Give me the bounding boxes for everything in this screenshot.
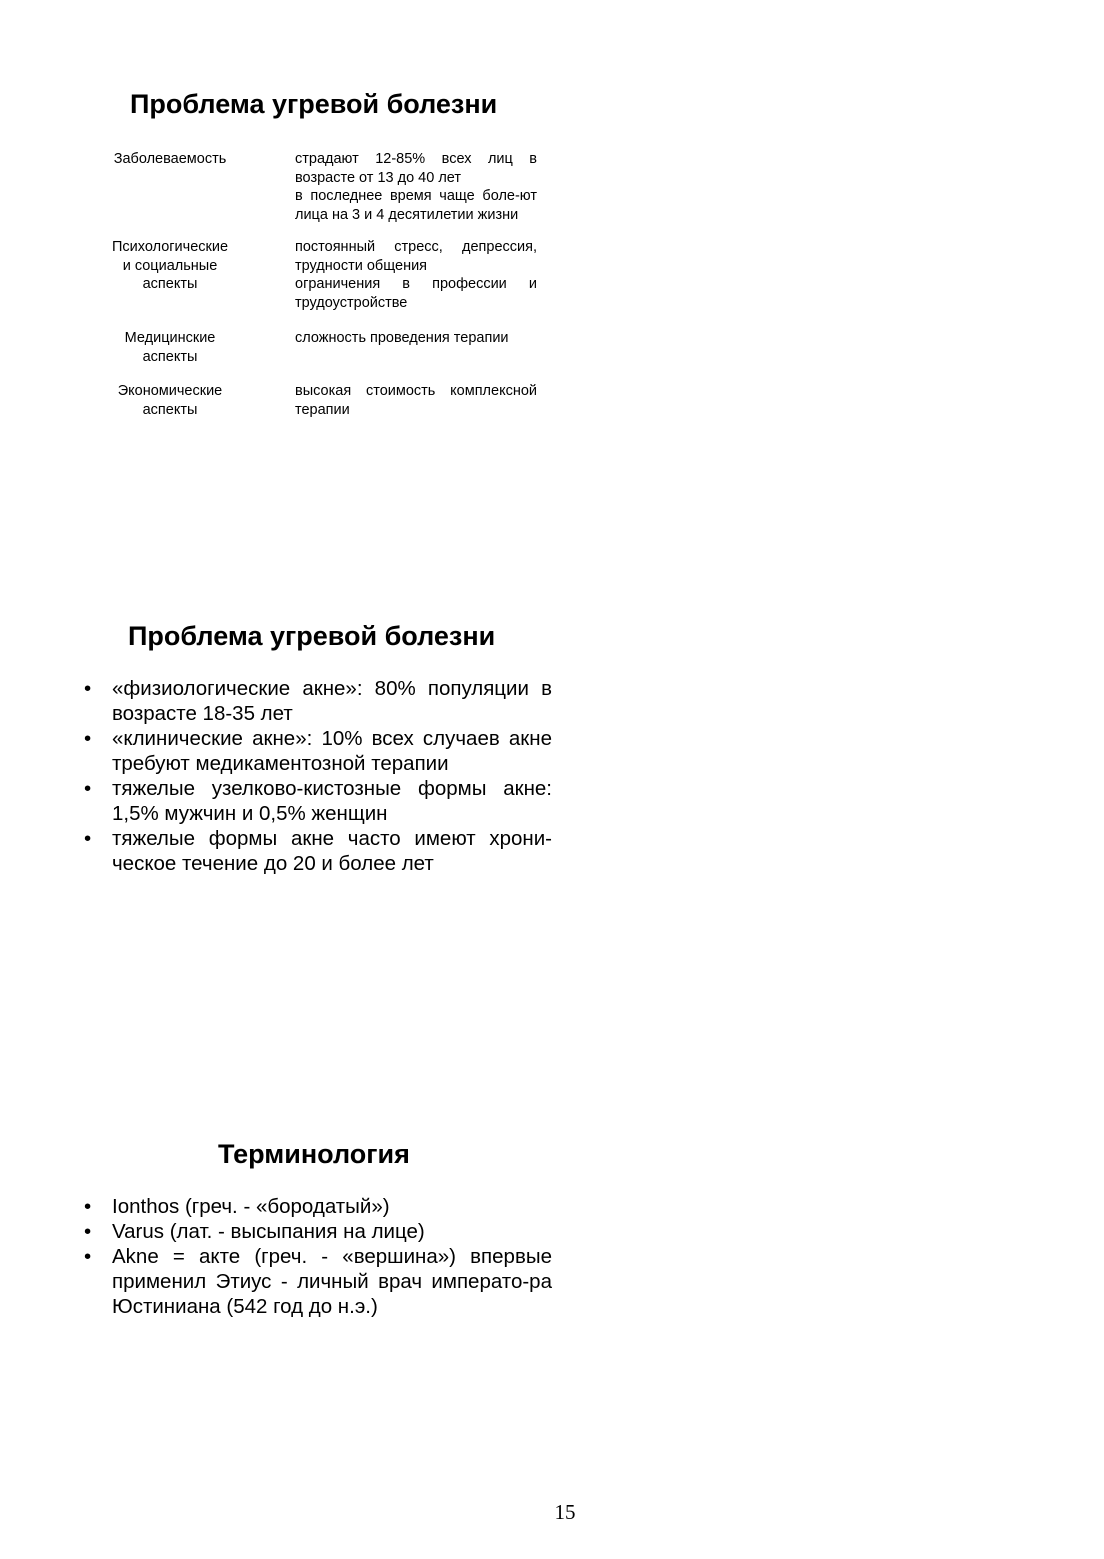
- list-item: [84, 1244, 552, 1319]
- table-row: [100, 329, 545, 366]
- terminology-list: [84, 1194, 552, 1319]
- bullet-icon: •: [84, 777, 92, 800]
- bullet-icon: •: [84, 1245, 92, 1268]
- list-item-text: Akne = акте (греч. - «вершина») впервые применил Этиус - личный врач императо-ра Юстиниана (542 год до н.э.): [112, 1245, 552, 1318]
- value-line: страдают 12-85% всех лиц в возрасте от 13 до 40 лет: [295, 151, 537, 186]
- value-line: ограничения в профессии и трудоустройстве: [295, 276, 537, 311]
- value-line: сложность проведения терапии: [295, 330, 509, 346]
- list-item-text: тяжелые узелково-кистозные формы акне: 1,5% мужчин и 0,5% женщин: [112, 777, 552, 825]
- list-item: [84, 776, 552, 826]
- acne-stats-list: [84, 676, 552, 876]
- list-item-text: «клинические акне»: 10% всех случаев акне требуют медикаментозной терапии: [112, 727, 552, 775]
- row-label: Психологические и социальные аспекты: [111, 239, 229, 292]
- row-value: [295, 150, 537, 224]
- row-label: Заболеваемость: [113, 151, 227, 167]
- list-item: [84, 726, 552, 776]
- bullet-icon: •: [84, 677, 92, 700]
- row-label: Медицинские аспекты: [124, 330, 216, 365]
- row-value: [295, 329, 537, 348]
- section-title-problem: Проблема угревой болезни: [130, 89, 498, 119]
- bullet-icon: •: [84, 827, 92, 850]
- row-label: Экономические аспекты: [117, 383, 223, 418]
- bullet-icon: •: [84, 1195, 92, 1218]
- section-title-problem-stats: Проблема угревой болезни: [128, 621, 496, 651]
- value-line: в последнее время чаще боле-ют лица на 3 и 4 десятилетии жизни: [295, 188, 537, 223]
- list-item: [84, 1219, 552, 1244]
- page-number: 15: [554, 1500, 576, 1524]
- row-value: [295, 238, 537, 312]
- section-title-terminology: Терминология: [218, 1139, 410, 1169]
- value-line: высокая стоимость комплексной терапии: [295, 383, 537, 418]
- list-item: [84, 826, 552, 876]
- table-row: [100, 382, 545, 419]
- bullet-icon: •: [84, 727, 92, 750]
- aspects-table: [100, 150, 545, 419]
- list-item-text: Ionthos (греч. - «бородатый»): [112, 1195, 390, 1218]
- list-item: [84, 1194, 552, 1219]
- list-item: [84, 676, 552, 726]
- value-line: постоянный стресс, депрессия, трудности общения: [295, 239, 537, 274]
- list-item-text: Varus (лат. - высыпания на лице): [112, 1220, 425, 1243]
- row-value: [295, 382, 537, 419]
- table-row: [100, 238, 545, 312]
- table-row: [100, 150, 545, 224]
- bullet-icon: •: [84, 1220, 92, 1243]
- list-item-text: тяжелые формы акне часто имеют хрони-ческое течение до 20 и более лет: [112, 827, 552, 875]
- list-item-text: «физиологические акне»: 80% популяции в возрасте 18-35 лет: [112, 677, 552, 725]
